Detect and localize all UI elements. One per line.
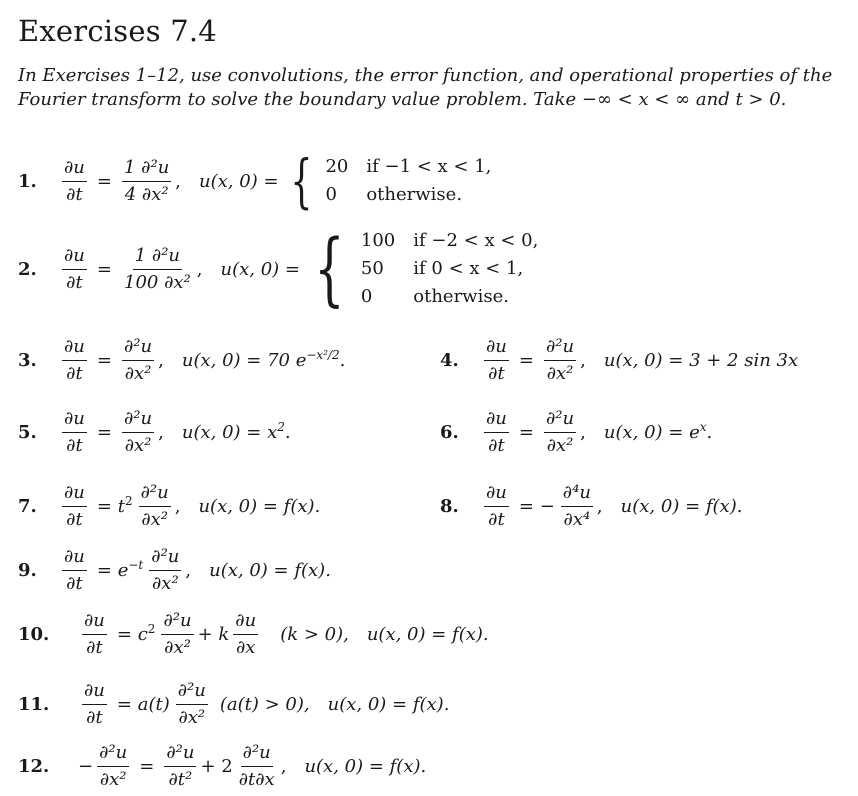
condition: (k > 0), xyxy=(280,624,349,645)
initial-condition: u(x, 0) = f(x). xyxy=(327,694,450,715)
exercise-number: 8. xyxy=(440,496,459,517)
initial-condition: u(x, 0) = f(x). xyxy=(209,560,331,581)
initial-condition: u(x, 0) = 3 + 2 sin 3x xyxy=(603,350,799,371)
initial-condition: u(x, 0) = f(x). xyxy=(198,496,321,517)
rhs-fraction: $\frac{\text{1 ∂²u}}{\text{4 ∂x²}}$ xyxy=(124,156,170,205)
exercise-12: 12. − $\frac{\text{∂²u}}{\text{∂x²}}$ = $\frac{\text{∂²u}}{\text{∂t²}}$ + 2 $\frac{\text{∂²u}}{\partial t\partial x}$ , u(x, 0) = f(x). xyxy=(18,742,427,790)
exercise-number: 1. xyxy=(18,170,37,192)
exercise-number: 2. xyxy=(18,258,37,280)
exercise-3: 3. $\frac{\partial u}{\partial t}$ = $\frac{\text{∂²u}}{\text{∂x²}}$ , u(x, 0) = 70 $e^{-x^2/2}$. xyxy=(18,336,346,384)
exercise-number: 7. xyxy=(18,496,37,517)
exercise-5: 5. $\frac{\partial u}{\partial t}$ = $\frac{\text{∂²u}}{\text{∂x²}}$ , u(x, $0) = x^2$. xyxy=(18,408,291,456)
exercise-8: 8. $\frac{\partial u}{\partial t}$ = − $\frac{\text{∂⁴u}}{\text{∂x⁴}}$ , u(x, 0) = f(x). xyxy=(440,482,743,530)
exercise-number: 10. xyxy=(18,624,50,645)
exercise-number: 4. xyxy=(440,350,459,371)
exercise-9: 9. $\frac{\partial u}{\partial t}$ = $e^{-t}$ $\frac{\text{∂²u}}{\text{∂x²}}$ , u(x, 0) = f(x). xyxy=(18,546,331,594)
initial-condition: u(x, 0) = f(x). xyxy=(304,756,427,777)
initial-condition: u(x, 0) = 70 $e^{-x^2/2}$. xyxy=(181,348,346,371)
exercise-number: 5. xyxy=(18,422,37,443)
condition: (a(t) > 0), xyxy=(219,694,310,715)
exercise-number: 11. xyxy=(18,694,50,715)
initial-condition: u(x, $0) = e^x$. xyxy=(603,420,713,443)
initial-condition: u(x, 0) = f(x). xyxy=(366,624,489,645)
exercise-1: 1. $\frac{\partial u}{\partial t}$ = $\frac{\text{1 ∂²u}}{\text{4 ∂x²}}$ , u(x, 0) = { 20 if −1 < x < 1, 0 otherwise. xyxy=(18,147,492,215)
exercise-number: 9. xyxy=(18,560,37,581)
rhs-fraction: $\frac{\text{1 ∂²u}}{\text{100 ∂x²}}$ xyxy=(124,244,191,293)
exercise-10: 10. $\frac{\partial u}{\partial t}$ = $c^2$ $\frac{\text{∂²u}}{\text{∂x²}}$ + k $\frac{\partial u}{\partial x}$ (k > 0), u(x, 0) = f(x). xyxy=(18,610,489,658)
exercise-11: 11. $\frac{\partial u}{\partial t}$ = a(t) $\frac{\text{∂²u}}{\text{∂x²}}$ (a(t) > 0), u(x, 0) = f(x). xyxy=(18,680,450,728)
exercise-number: 3. xyxy=(18,350,37,371)
initial-condition: u(x, 0) = xyxy=(199,170,279,192)
lhs-fraction: $\frac{\partial u}{\partial t}$ xyxy=(64,156,85,205)
exercise-7: 7. $\frac{\partial u}{\partial t}$ = $t^2$ $\frac{\text{∂²u}}{\text{∂x²}}$ , u(x, 0) = f(x). xyxy=(18,482,321,530)
exercise-2: 2. $\frac{\partial u}{\partial t}$ = $\frac{\text{1 ∂²u}}{\text{100 ∂x²}}$ , u(x, 0) = { 100 if −2 < x < 0, 50 if 0 < x < 1, 0 otherwise. xyxy=(18,222,539,315)
piecewise-cases: 20 if −1 < x < 1, 0 otherwise. xyxy=(325,156,492,205)
intro-paragraph: In Exercises 1–12, use convolutions, the error function, and operational properties of the Fourier transform to solve the boundary value problem. Take −∞ < x < ∞ and t > 0. xyxy=(18,65,833,110)
lhs-fraction: $\frac{\partial u}{\partial t}$ xyxy=(64,244,85,293)
piecewise-cases: 100 if −2 < x < 0, 50 if 0 < x < 1, 0 otherwise. xyxy=(360,230,539,307)
exercise-number: 6. xyxy=(440,422,459,443)
initial-condition: u(x, 0) = f(x). xyxy=(620,496,743,517)
initial-condition: u(x, $0) = x^2$. xyxy=(181,420,291,443)
exercise-4: 4. $\frac{\partial u}{\partial t}$ = $\frac{\text{∂²u}}{\text{∂x²}}$ , u(x, 0) = 3 + 2 sin 3x xyxy=(440,336,799,384)
initial-condition: u(x, 0) = xyxy=(220,258,300,280)
page-title: Exercises 7.4 xyxy=(18,14,217,48)
exercise-6: 6. $\frac{\partial u}{\partial t}$ = $\frac{\text{∂²u}}{\text{∂x²}}$ , u(x, $0) = e^x$. xyxy=(440,408,713,456)
exercise-number: 12. xyxy=(18,756,50,777)
